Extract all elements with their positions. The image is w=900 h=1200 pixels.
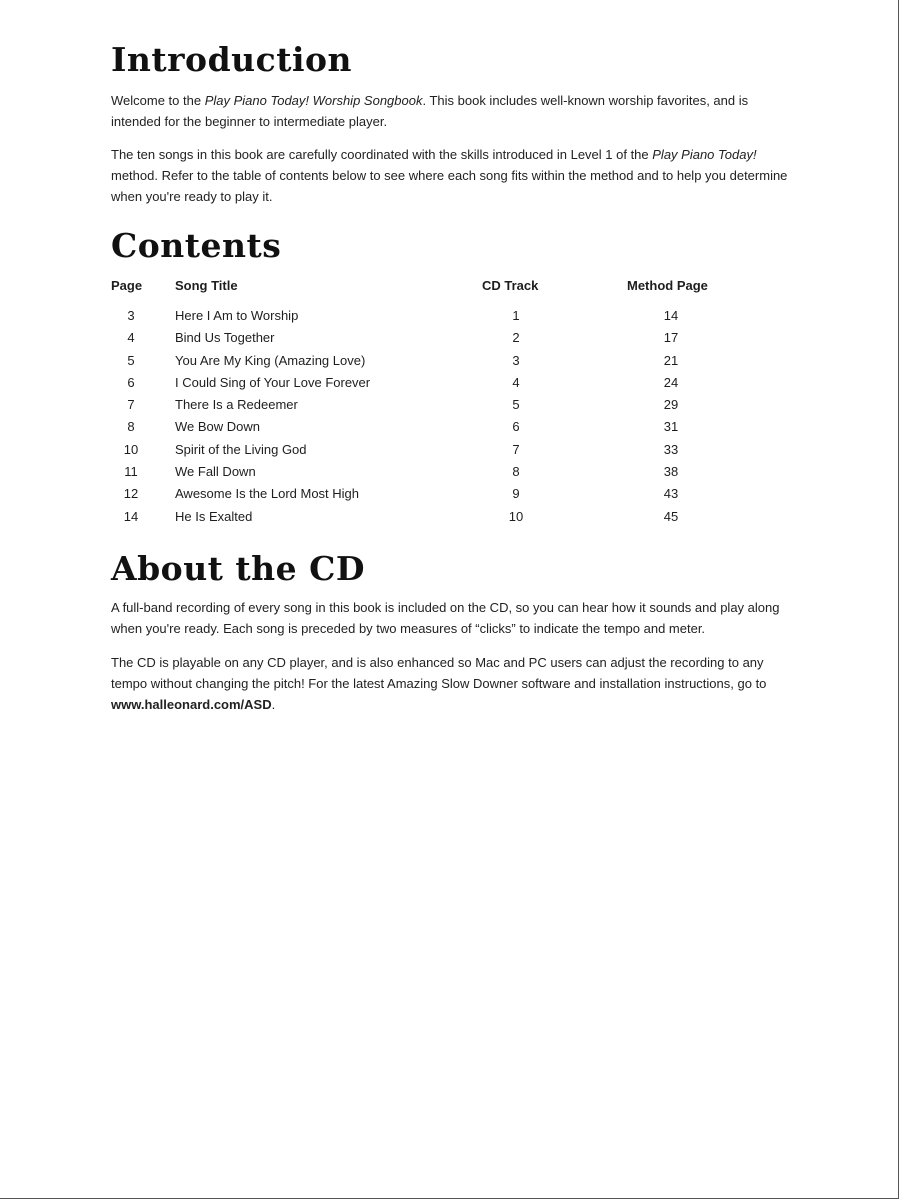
row-method-page: 21 — [663, 352, 679, 368]
table-row — [111, 308, 751, 330]
row-song-title: Here I Am to Worship — [175, 308, 299, 323]
row-song-title: You Are My King (Amazing Love) — [175, 352, 366, 368]
about-cd-paragraph-2 — [111, 652, 791, 715]
row-page: 3 — [127, 308, 135, 323]
row-page: 10 — [123, 441, 139, 457]
page-content — [111, 40, 791, 715]
row-method-page: 43 — [663, 486, 679, 502]
row-song-title: Spirit of the Living God — [175, 441, 307, 457]
header-song-title: Song Title — [175, 278, 238, 293]
row-method-page: 17 — [663, 330, 679, 346]
row-page: 4 — [127, 330, 135, 346]
contents-table — [111, 278, 751, 531]
row-cd-track: 7 — [512, 441, 520, 457]
contents-heading: Contents — [111, 226, 282, 265]
row-page: 7 — [127, 397, 135, 413]
intro-p1-book-title: Play Piano Today! Worship Songbook — [204, 93, 423, 108]
about-cd-paragraph-1: A full-band recording of every song in this book is included on the CD, so you can hear how it sounds and play along when you're ready. Each song is preceded by two measures of “clicks” to indicate the tempo and meter. — [111, 599, 780, 636]
introduction-heading: Introduction — [111, 40, 353, 79]
row-page: 6 — [127, 374, 135, 390]
row-method-page: 14 — [663, 308, 679, 323]
row-song-title: Bind Us Together — [175, 330, 275, 346]
row-cd-track: 5 — [512, 397, 520, 413]
about-p2-text-b: . — [271, 696, 276, 712]
about-cd-heading: About the CD — [111, 548, 366, 588]
row-page: 12 — [123, 486, 139, 502]
row-song-title: I Could Sing of Your Love Forever — [175, 374, 371, 390]
row-method-page: 33 — [663, 441, 679, 457]
row-cd-track: 4 — [512, 374, 520, 390]
contents-table-header — [111, 278, 751, 308]
row-song-title: There Is a Redeemer — [175, 397, 298, 413]
table-row — [111, 442, 751, 464]
table-row — [111, 330, 751, 352]
row-song-title: We Bow Down — [175, 419, 261, 435]
row-method-page: 24 — [663, 374, 679, 390]
asd-website-link[interactable]: www.halleonard.com/ASD — [111, 696, 272, 712]
table-row — [111, 464, 751, 486]
row-method-page: 31 — [663, 419, 679, 435]
header-cd-track: CD Track — [482, 278, 539, 293]
row-song-title: Awesome Is the Lord Most High — [175, 486, 360, 502]
table-row — [111, 397, 751, 419]
header-method-page: Method Page — [627, 278, 708, 293]
table-row — [111, 375, 751, 397]
about-p2-text-a: The CD is playable on any CD player, and is also enhanced so Mac and PC users can adjust the recording to any tempo without changing the pitch! For the latest Amazing Slow Downer software and installation instructions, go to — [111, 654, 767, 691]
intro-p2-method-title: Play Piano Today! — [652, 147, 757, 162]
row-cd-track: 10 — [508, 508, 524, 524]
row-page: 5 — [127, 352, 135, 368]
row-method-page: 38 — [663, 464, 679, 480]
row-page: 11 — [124, 464, 138, 480]
row-song-title: We Fall Down — [175, 464, 256, 480]
intro-p2-text-a: The ten songs in this book are carefully coordinated with the skills introduced in Level 1 of the — [111, 147, 653, 162]
introduction-paragraph-2 — [111, 144, 791, 207]
intro-p1-text-a: Welcome to the — [111, 93, 205, 108]
row-cd-track: 6 — [512, 419, 520, 435]
row-cd-track: 3 — [512, 352, 520, 368]
row-cd-track: 1 — [512, 308, 520, 323]
introduction-paragraph-1 — [111, 90, 791, 132]
intro-p2-text-b: method. Refer to the table of contents below to see where each song fits within the method and to help you determine when you're ready to play it. — [111, 168, 788, 204]
row-song-title: He Is Exalted — [175, 508, 253, 524]
header-page: Page — [111, 278, 143, 293]
row-cd-track: 9 — [512, 486, 520, 502]
table-row — [111, 486, 751, 508]
table-row — [111, 353, 751, 375]
row-method-page: 29 — [663, 397, 679, 413]
row-page: 14 — [123, 508, 139, 524]
row-cd-track: 2 — [512, 330, 520, 346]
row-method-page: 45 — [663, 508, 679, 524]
table-row — [111, 509, 751, 531]
row-page: 8 — [127, 419, 135, 435]
row-cd-track: 8 — [512, 464, 520, 480]
table-row — [111, 419, 751, 441]
intro-p1-text-b: . This book includes well-known worship favorites, and is intended for the beginner to intermediate player. — [111, 93, 749, 129]
